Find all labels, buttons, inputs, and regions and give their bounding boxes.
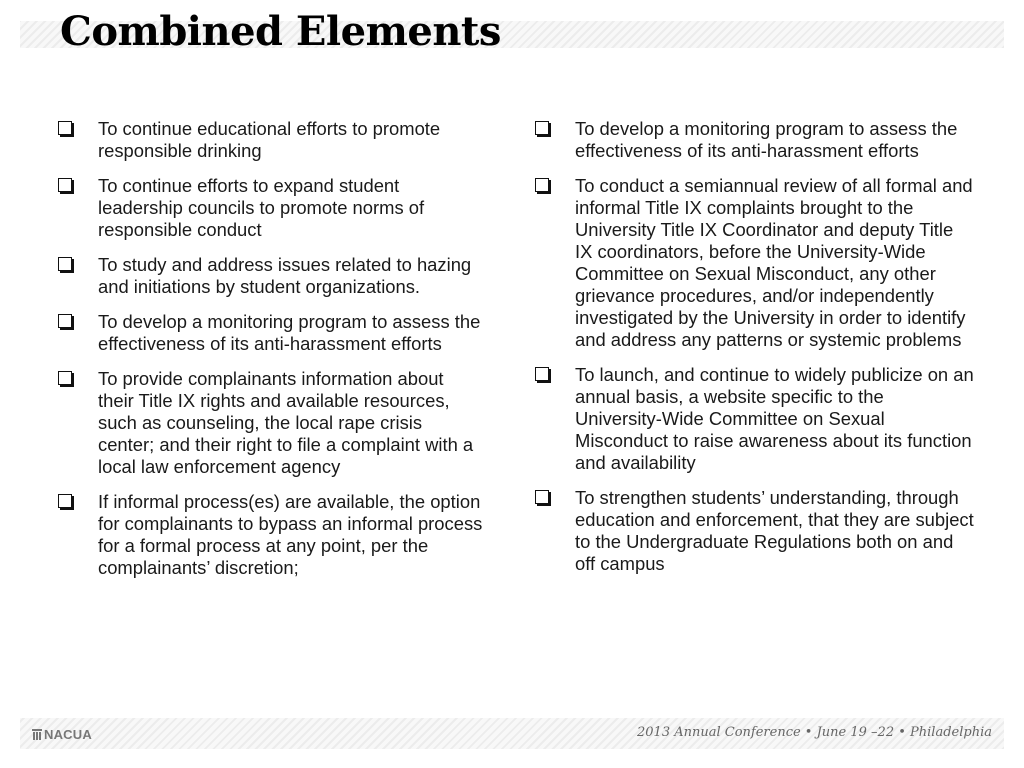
left-bullet-list: [58, 118, 483, 592]
right-bullet-list: [535, 118, 975, 588]
checkbox-icon: [535, 490, 549, 504]
checkbox-icon: [58, 121, 72, 135]
bullet-text: To develop a monitoring program to assess the effectiveness of its anti-harassment efforts: [98, 311, 481, 354]
bullet-text: To launch, and continue to widely publicize on an annual basis, a website specific to the University-Wide Committee on Sexual Misconduct to raise awareness about its function and availability: [575, 364, 974, 473]
bullet-item: [58, 175, 483, 241]
checkbox-icon: [535, 367, 549, 381]
checkbox-icon: [58, 257, 72, 271]
conference-info: 2013 Annual Conference • June 19 –22 • Philadelphia: [637, 725, 992, 740]
checkbox-icon: [58, 371, 72, 385]
checkbox-icon: [58, 494, 72, 508]
nacua-logo-icon: [32, 729, 42, 740]
checkbox-icon: [535, 121, 549, 135]
checkbox-icon: [58, 314, 72, 328]
logo-text: NACUA: [44, 726, 92, 742]
bullet-text: To strengthen students’ understanding, through education and enforcement, that they are subject to the Undergraduate Regulations both on and off campus: [575, 487, 974, 574]
bullet-item: [58, 311, 483, 355]
bullet-item: [58, 118, 483, 162]
bullet-item: [58, 491, 483, 579]
checkbox-icon: [58, 178, 72, 192]
bullet-text: To continue educational efforts to promote responsible drinking: [98, 118, 441, 161]
bullet-text: To continue efforts to expand student leadership councils to promote norms of responsible conduct: [98, 175, 425, 240]
nacua-logo: [32, 726, 92, 742]
bullet-item: [535, 175, 975, 351]
bullet-text: To develop a monitoring program to assess the effectiveness of its anti-harassment efforts: [575, 118, 958, 161]
bullet-item: [58, 254, 483, 298]
bullet-item: [535, 118, 975, 162]
slide-title: Combined Elements: [60, 8, 501, 55]
bullet-text: To provide complainants information about their Title IX rights and available resources, such as counseling, the local rape crisis center; and their right to file a complaint with a local law enforcement agency: [98, 368, 474, 477]
bullet-text: If informal process(es) are available, the option for complainants to bypass an informal process for a formal process at any point, per the complainants’ discretion;: [98, 491, 483, 578]
checkbox-icon: [535, 178, 549, 192]
bullet-text: To study and address issues related to hazing and initiations by student organizations.: [98, 254, 472, 297]
bullet-text: To conduct a semiannual review of all formal and informal Title IX complaints brought to the University Title IX Coordinator and deputy Title IX coordinators, before the University-Wide Committee on Sexual Misconduct, any other grievance procedures, and/or independently investigated by the University in order to identify and address any patterns or systemic problems: [575, 175, 973, 350]
bullet-item: [58, 368, 483, 478]
bullet-item: [535, 487, 975, 575]
bullet-item: [535, 364, 975, 474]
